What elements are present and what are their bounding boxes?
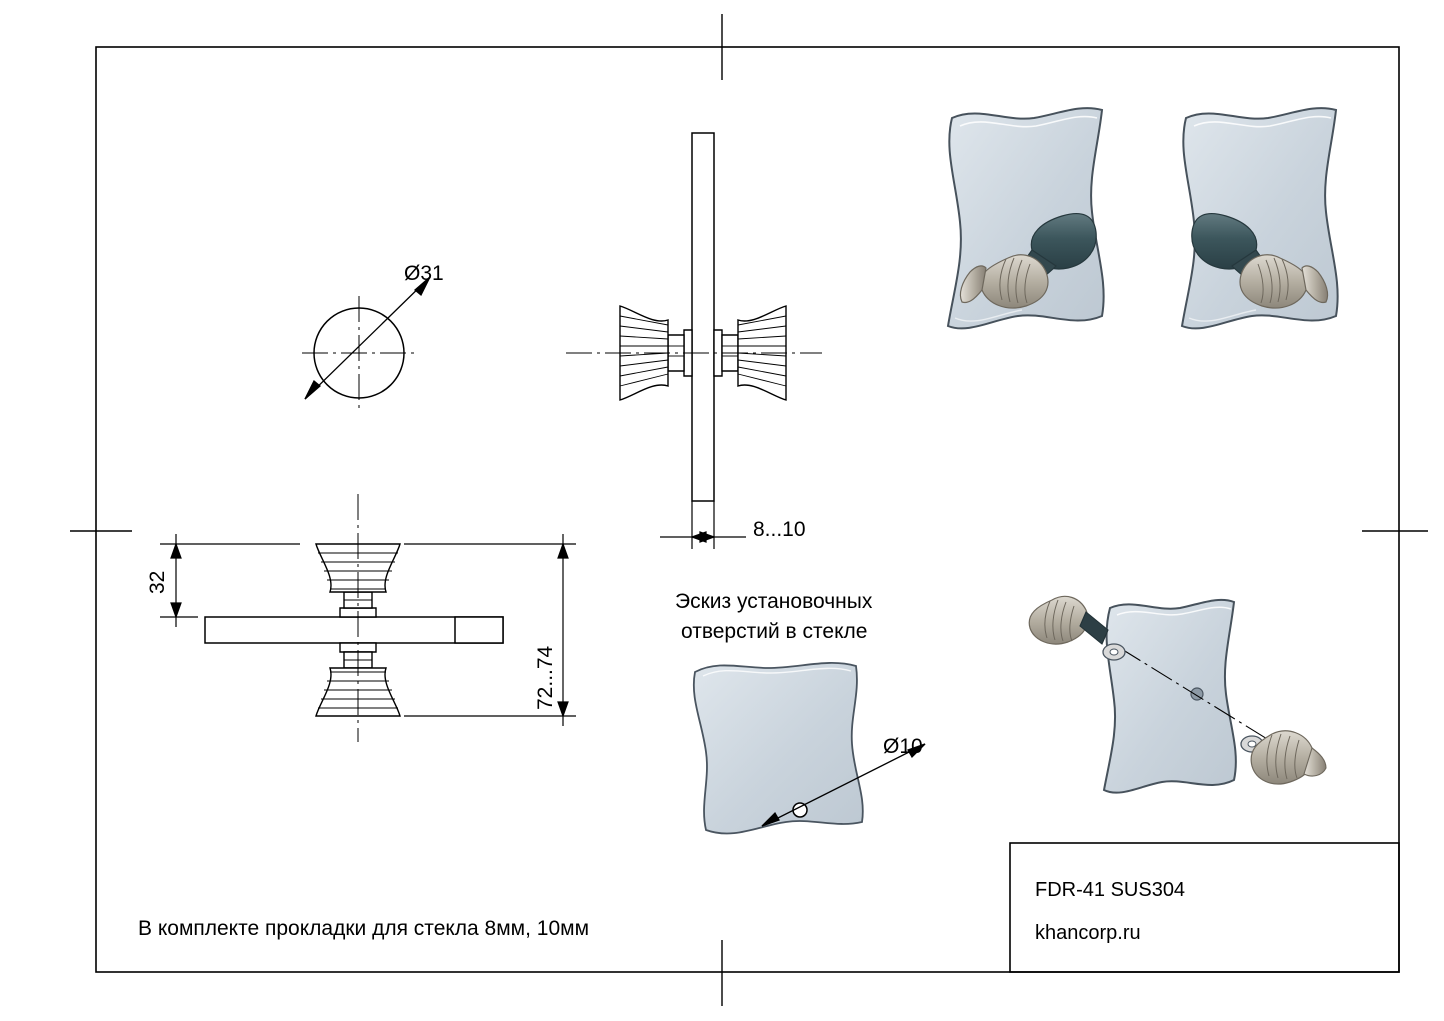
dimension-label-knob-diameter: Ø31 (404, 262, 444, 285)
dimension-label-overall-length: 72...74 (534, 645, 557, 710)
center-lines-circle (302, 296, 416, 410)
title-block-product-code: FDR-41 SUS304 (1035, 879, 1186, 901)
render-glass-panel-right (1182, 108, 1338, 328)
dimension-knob-height (160, 534, 300, 627)
view-glass-hole-sketch (694, 663, 863, 834)
dimension-label-glass-thickness: 8...10 (753, 518, 806, 541)
dimension-label-knob-height: 32 (146, 570, 169, 594)
leader-diameter-31 (305, 277, 430, 399)
dimension-label-hole-diameter: Ø10 (883, 735, 923, 758)
title-block-website: khancorp.ru (1035, 922, 1141, 944)
note-kit-contents: В комплекте прокладки для стекла 8мм, 10мм (138, 917, 590, 940)
render-glass-panel-left (948, 108, 1104, 328)
view-side-section (692, 133, 714, 501)
note-mounting-sketch-line1: Эскиз установочных (675, 590, 873, 613)
render-exploded-assembly (1029, 596, 1326, 792)
dimension-glass-thickness (660, 501, 746, 549)
title-block-frame (1010, 843, 1399, 972)
note-mounting-sketch-line2: отверстий в стекле (681, 620, 868, 643)
view-front-section (205, 617, 503, 643)
